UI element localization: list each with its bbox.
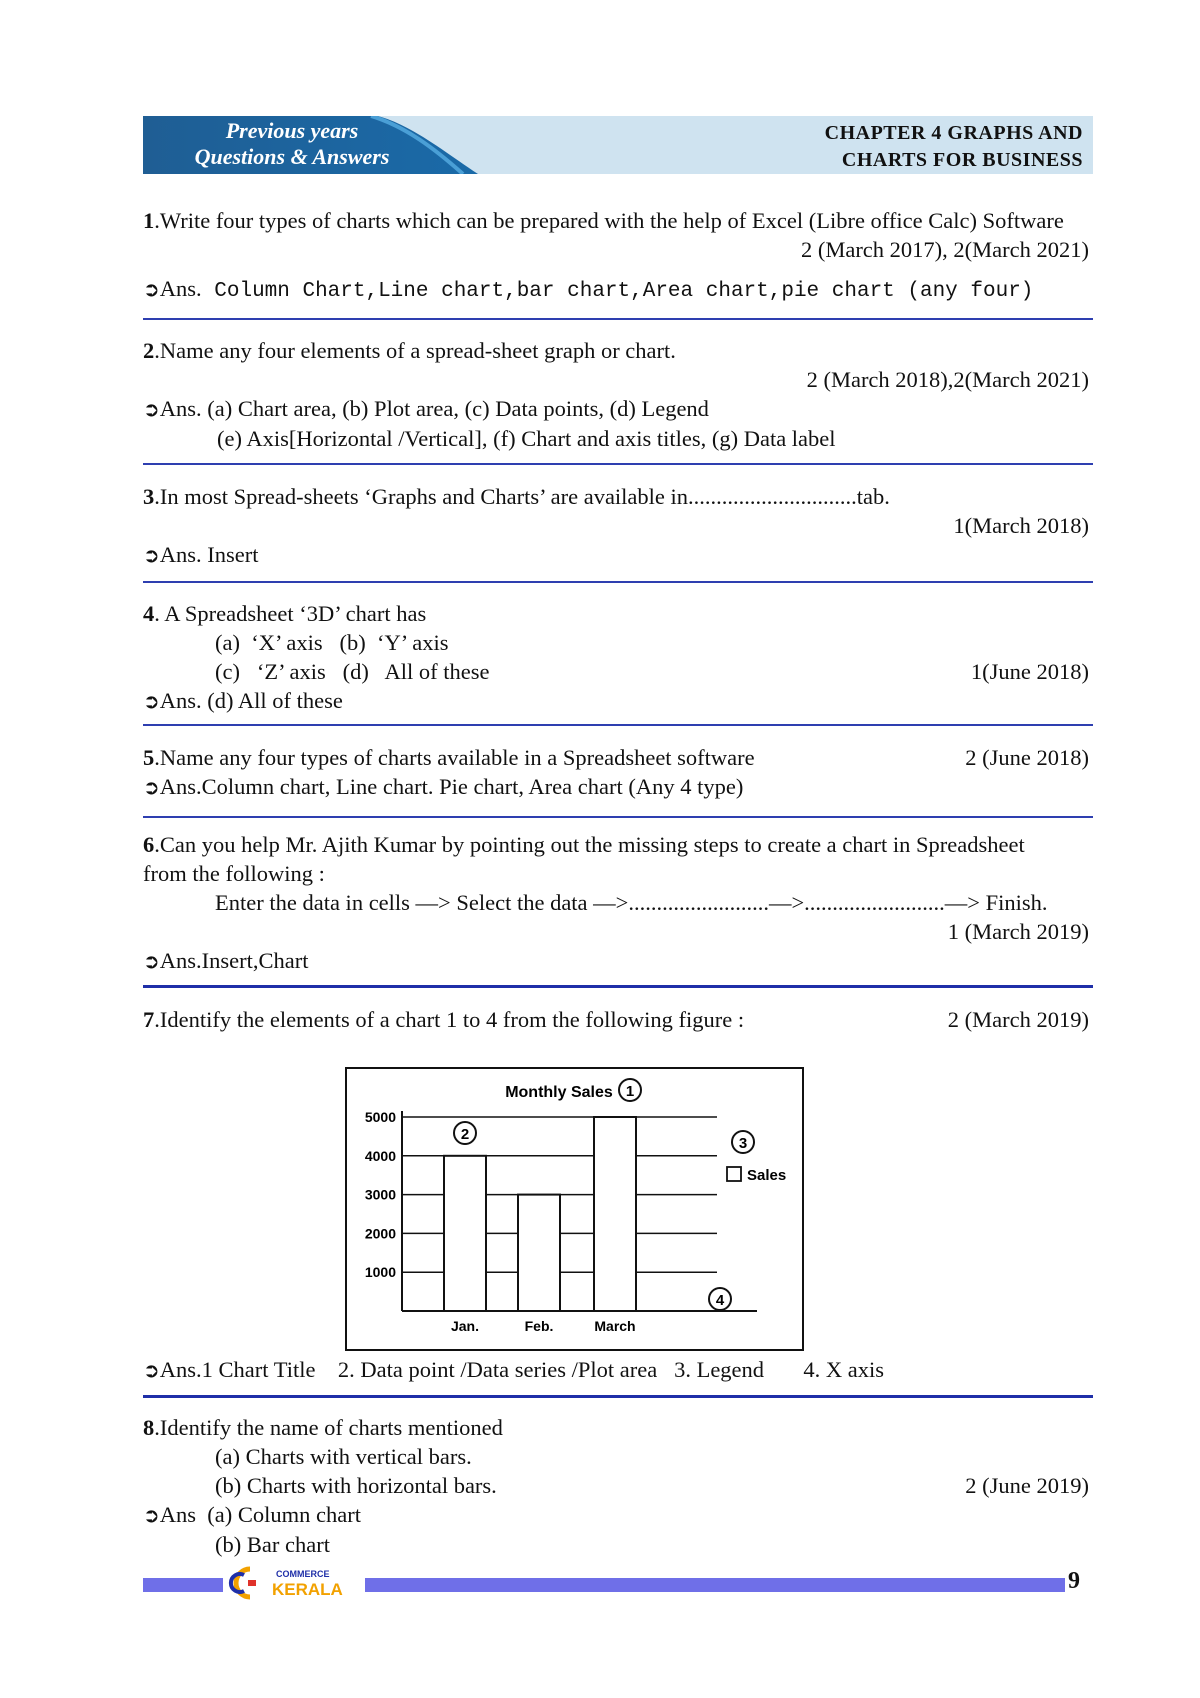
separator	[143, 581, 1093, 583]
chart-title: Monthly Sales	[505, 1084, 613, 1101]
question-number: 7	[143, 1007, 155, 1032]
answer-text-line2: (b) Bar chart	[215, 1532, 330, 1557]
callout-number-1: 1	[625, 1083, 635, 1100]
callout-number-4: 4	[715, 1292, 725, 1309]
option-cd: (c) ‘Z’ axis (d) All of these	[215, 659, 490, 684]
answer-text: (a) Chart area, (b) Plot area, (c) Data points, (d) Legend	[201, 396, 709, 421]
answer-arrow-icon: ➲	[143, 1503, 160, 1527]
answer-prefix: Ans.	[159, 948, 202, 973]
steps-text: Enter the data in cells —> Select the data —>.........................—>.........................—> Finish.	[215, 890, 1048, 915]
y-tick-label: 1000	[364, 1264, 396, 1281]
answer-text: Column chart, Line chart. Pie chart, Area chart (Any 4 type)	[201, 774, 744, 799]
question-6	[143, 830, 1093, 976]
question-number: 6	[143, 832, 155, 857]
option-b: (b) Charts with horizontal bars.	[215, 1473, 497, 1498]
question-7	[143, 1005, 1093, 1034]
answer-text: (d) All of these	[201, 688, 343, 713]
question-3	[143, 482, 1093, 570]
header-left-block	[143, 116, 483, 174]
header-banner	[143, 116, 1093, 174]
header-left-line2: Questions & Answers	[194, 144, 390, 169]
answer-prefix: Ans.	[159, 276, 202, 301]
question-text-line2: from the following :	[143, 861, 325, 886]
callout-number-2: 2	[460, 1126, 470, 1143]
x-tick-label: Jan.	[450, 1318, 480, 1334]
question-7-answer	[143, 1355, 1093, 1385]
question-text: . A Spreadsheet ‘3D’ chart has	[154, 601, 427, 626]
question-marks: 2 (June 2018)	[965, 745, 1089, 770]
answer-prefix: Ans.	[159, 1357, 202, 1382]
question-1	[143, 206, 1093, 306]
question-8	[143, 1413, 1093, 1559]
commerce-kerala-logo	[228, 1565, 358, 1601]
answer-prefix: Ans.	[159, 774, 202, 799]
option-ab: (a) ‘X’ axis (b) ‘Y’ axis	[215, 630, 449, 655]
chapter-title	[825, 120, 1083, 174]
y-tick-label: 4000	[364, 1147, 396, 1164]
separator	[143, 1395, 1093, 1398]
answer-text: Insert,Chart	[201, 948, 309, 973]
answer-arrow-icon: ➲	[143, 689, 160, 713]
separator	[143, 724, 1093, 726]
answer-prefix: Ans.	[159, 396, 202, 421]
answer-arrow-icon: ➲	[143, 397, 160, 421]
bar-2	[518, 1195, 560, 1311]
chapter-title-line1: CHAPTER 4 GRAPHS AND	[824, 122, 1083, 144]
answer-text-line2: (e) Axis[Horizontal /Vertical], (f) Chart and axis titles, (g) Data label	[217, 426, 836, 451]
option-a: (a) Charts with vertical bars.	[215, 1444, 472, 1469]
separator	[143, 816, 1093, 818]
question-number: 3	[143, 484, 155, 509]
question-text: .Can you help Mr. Ajith Kumar by pointing out the missing steps to create a chart in Spreadsheet	[154, 832, 1025, 857]
y-tick-label: 2000	[364, 1225, 396, 1242]
question-text: .Name any four elements of a spread-sheet graph or chart.	[154, 338, 676, 363]
question-text: .In most Spread-sheets ‘Graphs and Charts’ are available in..............................tab.	[154, 484, 890, 509]
chart-svg	[347, 1069, 802, 1349]
legend-label: Sales	[747, 1167, 787, 1184]
answer-arrow-icon: ➲	[143, 277, 160, 301]
bar-3	[594, 1117, 636, 1311]
answer-arrow-icon: ➲	[143, 543, 160, 567]
answer-prefix: Ans.	[159, 542, 202, 567]
question-marks: 2 (June 2019)	[965, 1473, 1089, 1498]
x-tick-label: March	[594, 1318, 636, 1334]
separator	[143, 463, 1093, 465]
logo-mark-icon	[228, 1565, 358, 1601]
question-marks: 2 (March 2018),2(March 2021)	[806, 367, 1089, 392]
answer-text: 1 Chart Title 2. Data point /Data series /Plot area 3. Legend 4. X axis	[201, 1357, 885, 1382]
answer-text: (a) Column chart	[196, 1502, 361, 1527]
bar-1	[444, 1156, 486, 1311]
question-marks: 1(June 2018)	[970, 659, 1089, 684]
separator	[143, 318, 1093, 320]
footer-bar-right	[365, 1578, 1065, 1592]
logo-small-text: COMMERCE	[276, 1569, 330, 1579]
question-marks: 1(March 2018)	[953, 513, 1089, 538]
y-tick-label: 3000	[364, 1186, 396, 1203]
answer-prefix: Ans	[159, 1502, 197, 1527]
answer-text: Column Chart,Line chart,bar chart,Area chart,pie chart (any four)	[201, 280, 1034, 303]
monthly-sales-chart	[345, 1067, 804, 1351]
logo-big-text: KERALA	[272, 1580, 343, 1599]
question-text: .Write four types of charts which can be prepared with the help of Excel (Libre office Calc) Software	[154, 208, 1064, 233]
answer-text: Insert	[201, 542, 259, 567]
question-text: .Identify the name of charts mentioned	[154, 1415, 503, 1440]
legend-swatch	[727, 1167, 741, 1181]
answer-prefix: Ans.	[159, 688, 202, 713]
question-2	[143, 336, 1093, 453]
x-tick-label: Feb.	[524, 1318, 554, 1334]
question-number: 1	[143, 208, 155, 233]
header-left-line1: Previous years	[225, 118, 359, 143]
separator	[143, 985, 1093, 988]
header-left-title	[157, 118, 427, 170]
chapter-title-line2: CHARTS FOR BUSINESS	[841, 149, 1083, 171]
question-text: .Name any four types of charts available in a Spreadsheet software	[154, 745, 755, 770]
question-text: .Identify the elements of a chart 1 to 4 from the following figure :	[154, 1007, 745, 1032]
question-number: 8	[143, 1415, 155, 1440]
question-marks: 2 (March 2019)	[947, 1007, 1089, 1032]
page-number: 9	[1068, 1568, 1080, 1594]
answer-arrow-icon: ➲	[143, 949, 160, 973]
question-5	[143, 743, 1093, 802]
answer-arrow-icon: ➲	[143, 775, 160, 799]
question-number: 2	[143, 338, 155, 363]
question-number: 4	[143, 601, 155, 626]
question-4	[143, 599, 1093, 716]
y-tick-label: 5000	[364, 1109, 396, 1125]
question-marks: 1 (March 2019)	[947, 919, 1089, 944]
callout-number-3: 3	[738, 1135, 748, 1152]
answer-arrow-icon: ➲	[143, 1358, 160, 1382]
footer-bar-left	[143, 1578, 223, 1592]
question-marks: 2 (March 2017), 2(March 2021)	[800, 237, 1089, 262]
question-number: 5	[143, 745, 155, 770]
